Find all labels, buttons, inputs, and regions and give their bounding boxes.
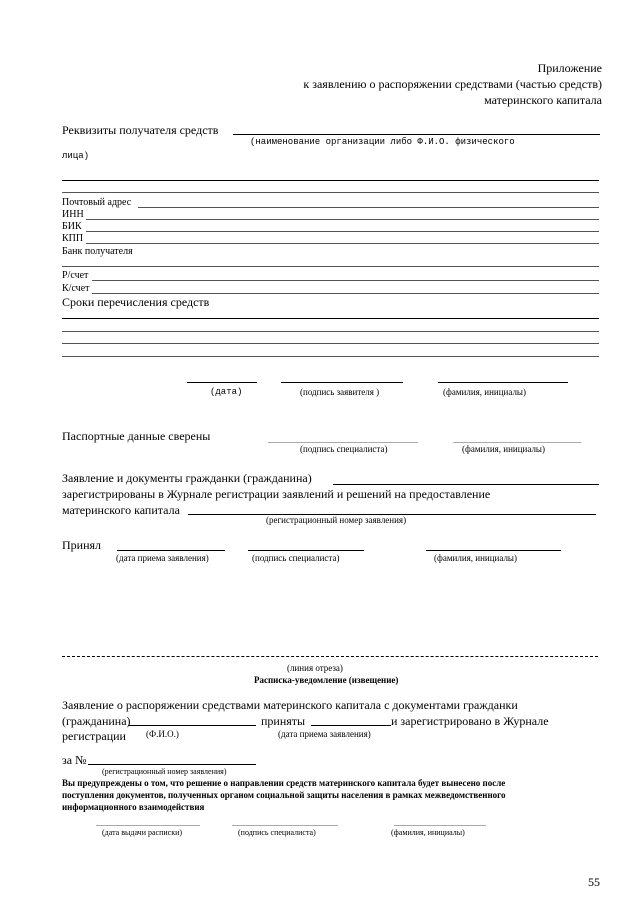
appendix-line-1: Приложение (537, 61, 602, 75)
recipient-name-line (233, 134, 600, 135)
recipient-label: Реквизиты получателя средств (62, 123, 219, 137)
cut-line (62, 656, 598, 657)
receipt-title: Расписка-уведомление (извещение) (254, 675, 399, 685)
cut-line-label: (линия отреза) (287, 663, 343, 673)
accepted-name-line (426, 550, 561, 551)
receipt-number-prefix: за № (62, 753, 87, 767)
receipt-line-2c: и зарегистрировано в Журнале (391, 714, 549, 728)
receipt-issue-date-hint: (дата выдачи расписки) (102, 828, 183, 837)
passport-label: Паспортные данные сверены (62, 429, 211, 443)
postal-address-label: Почтовый адрес (62, 197, 132, 208)
corr-account-line (92, 293, 599, 294)
passport-specialist-line (268, 442, 418, 443)
postal-address-line (138, 207, 599, 208)
accepted-specialist-hint: (подпись специалиста) (252, 553, 340, 563)
applicant-signature-line (281, 382, 403, 383)
account-line (92, 280, 599, 281)
receipt-issue-date-line (96, 825, 200, 826)
applicant-name-hint: (фамилия, инициалы) (443, 387, 526, 397)
receipt-date-hint: (дата приема заявления) (278, 729, 371, 739)
corr-account-label: К/счет (62, 283, 90, 294)
date-line (187, 382, 257, 383)
registration-line-2: зарегистрированы в Журнале регистрации заявлений и решений на предоставление (62, 487, 491, 501)
receipt-specialist-hint: (подпись специалиста) (238, 828, 316, 837)
inn-line (86, 219, 599, 220)
appendix-line-2: к заявлению о распоряжении средствами (частью средств) (303, 77, 602, 91)
transfer-terms-label: Сроки перечисления средств (62, 295, 210, 309)
accepted-specialist-line (248, 550, 364, 551)
inn-label: ИНН (62, 209, 84, 220)
registration-line-3: материнского капитала (62, 503, 180, 517)
bik-label: БИК (62, 221, 82, 232)
bank-label: Банк получателя (62, 246, 133, 257)
terms-line-2 (62, 331, 599, 332)
receipt-line-3: регистрации (62, 729, 126, 743)
receipt-specialist-line (232, 825, 338, 826)
terms-line-3 (62, 343, 599, 344)
bank-line (62, 266, 599, 267)
page-number: 55 (588, 875, 600, 889)
accepted-label: Принял (62, 538, 102, 552)
registration-citizen-line (333, 484, 599, 485)
receipt-name-hint: (фамилия, инициалы) (391, 828, 465, 837)
terms-line-4 (62, 356, 599, 357)
receipt-date-line (311, 725, 391, 726)
receipt-line-2b: приняты (261, 714, 306, 728)
accepted-name-hint: (фамилия, инициалы) (434, 553, 517, 563)
receipt-name-line (394, 825, 486, 826)
recipient-hint-b: лица) (62, 151, 90, 161)
receipt-number-line (88, 764, 256, 765)
terms-line-1 (62, 318, 599, 319)
passport-name-hint: (фамилия, инициалы) (462, 444, 545, 454)
appendix-line-3: материнского капитала (484, 93, 602, 107)
recipient-hint-a: (наименование организации либо Ф.И.О. физического (250, 137, 515, 147)
receipt-number-hint: (регистрационный номер заявления) (102, 767, 227, 776)
receipt-warning-line-3: информационного взаимодействия (62, 802, 205, 812)
account-label: Р/счет (62, 270, 89, 281)
accepted-date-hint: (дата приема заявления) (116, 553, 209, 563)
registration-line-1: Заявление и документы гражданки (гражданина) (62, 471, 312, 485)
passport-name-line (453, 442, 581, 443)
bik-line (86, 231, 599, 232)
accepted-date-line (117, 550, 225, 551)
receipt-warning-line-2: поступления документов, полученных органом социальной защиты населения в рамках межведомственного (62, 790, 506, 800)
receipt-line-1: Заявление о распоряжении средствами материнского капитала с документами гражданки (62, 698, 518, 712)
date-hint: (дата) (210, 387, 243, 397)
recipient-extra-line-2 (62, 192, 599, 193)
applicant-name-line (438, 382, 568, 383)
kpp-label: КПП (62, 233, 84, 244)
receipt-warning-line-1: Вы предупреждены о том, что решение о направлении средств материнского капитала будет вынесено после (62, 778, 506, 788)
receipt-citizen-line (128, 725, 256, 726)
kpp-line (86, 243, 599, 244)
passport-specialist-hint: (подпись специалиста) (300, 444, 388, 454)
recipient-extra-line-1 (62, 180, 599, 181)
receipt-fio-hint: (Ф.И.О.) (146, 729, 179, 739)
applicant-signature-hint: (подпись заявителя ) (300, 387, 380, 397)
registration-number-hint: (регистрационный номер заявления) (266, 515, 407, 525)
receipt-line-2a: (гражданина) (62, 714, 131, 728)
